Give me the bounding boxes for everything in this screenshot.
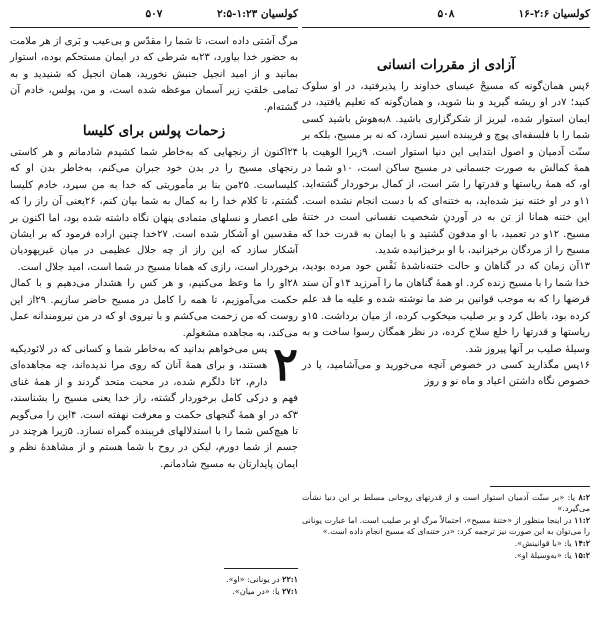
footnote-ref: ۱۱:۲ bbox=[574, 514, 591, 525]
footnote-rule bbox=[224, 568, 298, 569]
page-header bbox=[10, 8, 298, 26]
chapter-text: پس می‌خواهم بدانید که به‌خاطر شما و کسانی که در لائودیکیه هستند، و برای همهٔ آنان که روی مرا ندیده‌اند، چه مجاهده‌ای دارم، ۲تا دلگرم شده، در محبت متحد گردند و از همهٔ غنای فهم و درکی کامل برخوردار گشته، راز خدا یعنی مسیح را بشناسند، ۳که در او همهٔ گنجهای حکمت و معرفت نهفته است. ۴این را می‌گویم تا هیچ‌کس شما را با استدلالهای فریبنده گمراه نسازد. ۵زیرا هرچند در جسم از شما دورم، لیکن در روح با شما هستم و از مشاهدهٔ نظم و ایمان پایدارتان به مسیح شادمانم. bbox=[10, 343, 299, 470]
page-number: ۵۰۷ bbox=[145, 8, 163, 20]
section-title: آزادی از مقررات انسانی bbox=[376, 57, 516, 73]
running-title: کولسیان ۱:۲۳-۲:۵ bbox=[216, 8, 298, 20]
footnotes bbox=[10, 574, 298, 597]
chapter-number: ۲ bbox=[273, 336, 298, 391]
footnotes bbox=[302, 492, 590, 561]
footnote bbox=[302, 550, 590, 561]
body-paragraph: ۲۸او را ما وعظ می‌کنیم، و هر کس را هشدار می‌دهیم و با کمال حکمت می‌آموزیم، تا همه را کامل در مسیح حاضر سازیم. ۲۹از این روست که من زحمت می‌کشم و با نیروی او که در من نیرومندانه عمل می‌کند، به مجاهده مشغولم. bbox=[10, 278, 298, 339]
footnote-text: یا: «در میان». bbox=[232, 586, 280, 596]
section-title: زحمات پولس برای کلیسا bbox=[82, 123, 226, 140]
page-header bbox=[302, 8, 590, 26]
header-rule bbox=[10, 27, 298, 28]
body-paragraph: ۱۶پس مگذارید کسی در خصوص آنچه می‌خورید و می‌آشامید، یا در خصوص نگاه داشتن اعیاد و ماه نو و روز bbox=[302, 359, 590, 388]
footnote-ref: ۱۵:۲ bbox=[574, 549, 590, 560]
body-paragraph: ۱۳آن زمان که در گناهان و حالت ختنه‌ناشدهٔ نَفْس خود مرده بودید، خدا شما را با مسیح زنده کرد. او همهٔ گناهان ما را آمرزید ۱۴و آن سند قرضها را که به موجب قوانین بر ضد ما نوشته شده و علیه ما قد علم کرده بود، باطل کرد و بر صلیب میخکوب کرده، از میان برداشت. ۱۵و ریاستها و قدرتها را خلع سلاح کرده، در نظر همگان رسوا ساخت و به وسیلهٔ صلیب بر آنها پیروز شد. bbox=[302, 261, 590, 355]
body-paragraph: ۲۴اکنون از رنجهایی که به‌خاطر شما کشیدم شادمانم و هر کاستی رنجهای مسیح را در بدن خود جبران می‌کنم، به‌خاطر بدن او که کلیساست. ۲۵من بنا بر مأموریتی که خدا به من سپرد، خادم کلیسا گشتم، تا کلام خدا را به کمال به شما بیان کنم، ۲۶یعنی آن راز را که طی اعصار و نسلهای متمادی پنهان نگاه داشته شده بود، اما اکنون بر مقدسین او آشکار شده است. ۲۷خدا چنین اراده فرمود که بر ایشان آشکار سازد که این راز از چه جلال عظیمی در میان غیریهودیان برخوردار است، رازی که همانا مسیح در شما است، امید جلال است. bbox=[10, 147, 298, 273]
page-body bbox=[10, 34, 298, 473]
footnote-rule bbox=[490, 486, 590, 487]
footnote-text: یا: «با قوانینش». bbox=[514, 538, 572, 548]
footnote bbox=[10, 574, 298, 585]
page-body bbox=[302, 34, 590, 391]
footnote bbox=[302, 492, 590, 514]
right-page bbox=[302, 0, 590, 626]
footnote bbox=[302, 538, 590, 549]
header-rule bbox=[302, 27, 590, 28]
footnote bbox=[10, 586, 298, 597]
footnote-text: یا: «بر سنّت آدمیان استوار است و از قدرتهای روحانی مسلط بر این دنیا نشأت می‌گیرد.» bbox=[302, 493, 590, 514]
footnote bbox=[302, 515, 590, 537]
running-title: کولسیان ۲:۶-۱۶ bbox=[518, 8, 590, 20]
footnote-text: در یونانی: «او». bbox=[226, 575, 280, 584]
page-number: ۵۰۸ bbox=[437, 8, 455, 20]
footnote-ref: ۸:۲ bbox=[578, 492, 591, 502]
body-paragraph: ۶پس همان‌گونه که مسیحْ عیسای خداوند را پذیرفتید، در او سلوک کنید؛ ۷در او ریشه گیرید و بنا شوید، و همان‌گونه که تعلیم یافتید، در ایمان استوار شده، لبریز از شکرگزاری باشید. ۸به‌هوش باشید کسی شما را با فلسفه‌ای پوچ و فریبنده اسیر نسازد، که نه بر مسیح، بلکه بر سنّت آدمیان و اصول ابتدایی این دنیا استوار است. ۹زیرا الوهیت با همهٔ کمالش به صورت جسمانی در مسیح ساکن است، ۱۰و شما در او، که همهٔ ریاستها و قدرتها را سَر است، از کمال برخوردار گشته‌اید. ۱۱و در او ختنه نیز شده‌اید، به ختنه‌ای که با دست انجام نشده است. این ختنه همانا از تن به در آوردنِ شخصیت نفسانی است در ختنهٔ مسیح. ۱۲و در تعمید، با او مدفون گشتید و با ایمان به قدرت خدا که مسیح را از مردگان برخیزانید، با او برخیزانیده شدید. bbox=[302, 81, 591, 257]
footnote-ref: ۲۲:۱ bbox=[282, 574, 298, 584]
footnote-text: یا: «به‌وسیلهٔ او». bbox=[514, 550, 572, 560]
chapter-paragraph bbox=[10, 336, 299, 473]
intro-paragraph: مرگ آشتی داده است، تا شما را مقدّس و بی‌عیب و بَری از هر ملامت به حضور خدا بیاورد، ۲۳به شرطی که در ایمان مستحکم بوده، استوار بمانید و از امید انجیل جنبش نخورید، همان انجیل که شنیدید و به تمامی خلقتِ زیر آسمان موعظه شده است، و من، پولس، خادم آن گشته‌ام. bbox=[10, 36, 298, 113]
footnote-text: در اینجا منظور از «ختنهٔ مسیح»، احتمالاً مرگ او بر صلیب است. اما عبارت یونانی را می‌توان به این صورت نیز ترجمه کرد: «در ختنه‌ای که مسیح انجام داده است.» bbox=[302, 515, 590, 537]
footnote-ref: ۱۴:۲ bbox=[574, 537, 590, 548]
left-page bbox=[10, 0, 298, 626]
footnote-ref: ۲۷:۱ bbox=[282, 585, 298, 596]
